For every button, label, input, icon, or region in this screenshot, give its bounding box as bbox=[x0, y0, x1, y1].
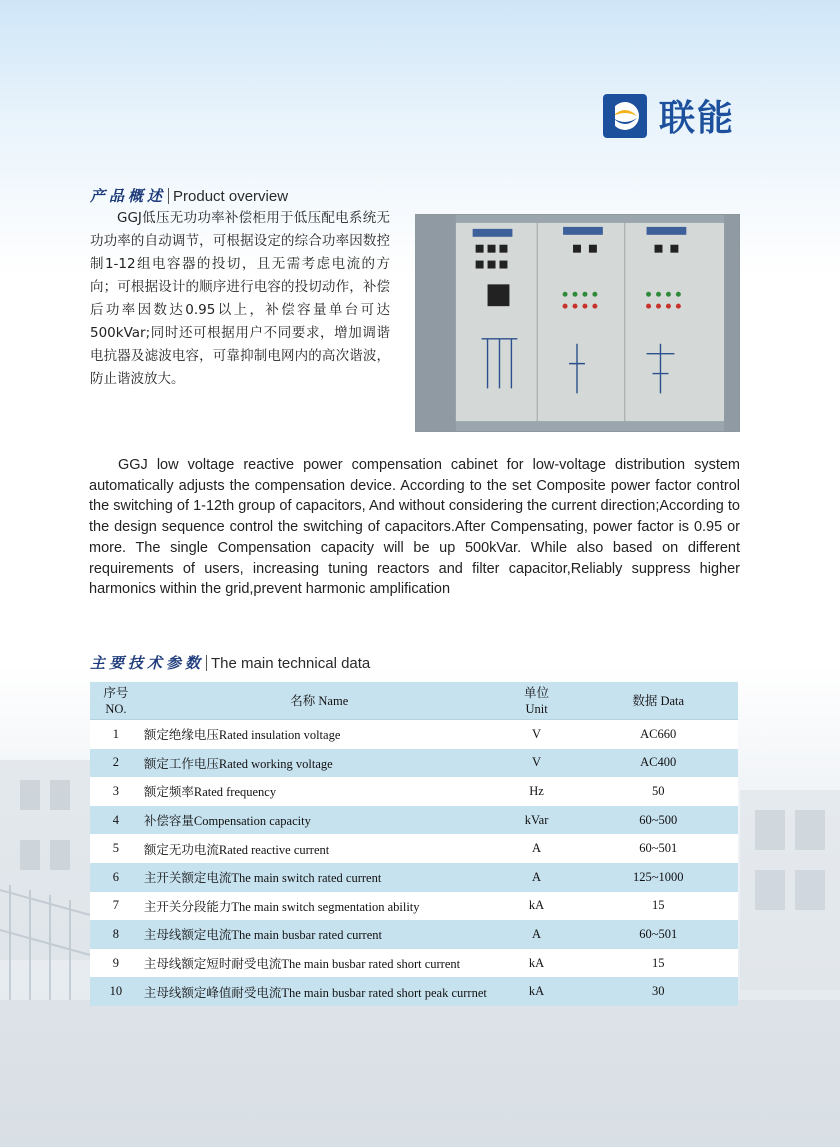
row-unit: kA bbox=[495, 977, 579, 1006]
row-name: 额定无功电流Rated reactive current bbox=[142, 834, 495, 863]
cabinet-illustration bbox=[416, 215, 739, 431]
row-unit: kVar bbox=[495, 806, 579, 835]
table-row bbox=[90, 749, 738, 778]
row-unit: A bbox=[495, 863, 579, 892]
row-data: AC400 bbox=[578, 749, 738, 778]
header-no bbox=[90, 682, 142, 720]
header-name: 名称 Name bbox=[142, 682, 495, 720]
technical-data-heading bbox=[90, 652, 370, 673]
row-data: 50 bbox=[578, 777, 738, 806]
row-no: 5 bbox=[90, 834, 142, 863]
row-data: 125~1000 bbox=[578, 863, 738, 892]
table-header-row bbox=[90, 682, 738, 720]
row-name: 主开关分段能力The main switch segmentation ability bbox=[142, 892, 495, 921]
row-data: 30 bbox=[578, 977, 738, 1006]
table-row bbox=[90, 806, 738, 835]
heading-divider bbox=[168, 188, 169, 204]
row-no: 8 bbox=[90, 920, 142, 949]
brand-name: 联能 bbox=[659, 98, 736, 139]
header-unit bbox=[495, 682, 579, 720]
overview-text-en: GGJ low voltage reactive power compensation cabinet for low-voltage distribution system automatically adjusts the compensation device. According to the set Composite power factor control the switching of 1-12th group of capacitors, And without considering the current direction;According to the design sequence control the switching of capacitors.After Compensating, power factor is 0.95 or more. The single Compensation capacity will be up 500kVar. While also based on different requirements of users, increasing tuning reactors and filter capacitor,Reliably suppress higher harmonics within the grid,prevent harmonic amplification bbox=[89, 457, 740, 598]
header-unit-cn: 单位 bbox=[524, 685, 550, 700]
table-row bbox=[90, 720, 738, 749]
row-data: AC660 bbox=[578, 720, 738, 749]
technical-data-table bbox=[90, 682, 738, 1006]
table-row bbox=[90, 977, 738, 1006]
row-unit: V bbox=[495, 720, 579, 749]
product-overview-heading-en: Product overview bbox=[173, 188, 289, 205]
technical-data-heading-en: The main technical data bbox=[211, 655, 371, 672]
table-row bbox=[90, 834, 738, 863]
table-row bbox=[90, 863, 738, 892]
row-no: 6 bbox=[90, 863, 142, 892]
brand-logo bbox=[601, 90, 735, 141]
table-row bbox=[90, 949, 738, 978]
row-no: 10 bbox=[90, 977, 142, 1006]
header-no-en: NO. bbox=[105, 701, 127, 716]
table-row bbox=[90, 892, 738, 921]
row-name: 主母线额定短时耐受电流The main busbar rated short current bbox=[142, 949, 495, 978]
row-name: 额定工作电压Rated working voltage bbox=[142, 749, 495, 778]
header-no-cn: 序号 bbox=[103, 685, 129, 700]
row-name: 主开关额定电流The main switch rated current bbox=[142, 863, 495, 892]
table-row bbox=[90, 777, 738, 806]
row-no: 1 bbox=[90, 720, 142, 749]
product-overview-heading bbox=[90, 185, 288, 206]
row-no: 7 bbox=[90, 892, 142, 921]
row-data: 60~501 bbox=[578, 834, 738, 863]
row-no: 2 bbox=[90, 749, 142, 778]
row-no: 3 bbox=[90, 777, 142, 806]
row-data: 60~501 bbox=[578, 920, 738, 949]
row-unit: A bbox=[495, 834, 579, 863]
row-name: 主母线额定峰值耐受电流The main busbar rated short peak currnet bbox=[142, 977, 495, 1006]
row-unit: V bbox=[495, 749, 579, 778]
row-unit: A bbox=[495, 920, 579, 949]
product-overview-heading-cn: 产品概述 bbox=[90, 187, 167, 205]
row-data: 15 bbox=[578, 892, 738, 921]
heading-divider bbox=[206, 655, 207, 671]
overview-text-cn: GGJ低压无功功率补偿柜用于低压配电系统无功功率的自动调节，可根据设定的综合功率因数控制1-12组电容器的投切，且无需考虑电流的方向；可根据设计的顺序进行电容的投切动作，补偿后功率因数达0.95以上，补偿容量单台可达500kVar;同时还可根据用户不同要求，增加调谐电抗器及滤波电容，可靠抑制电网内的高次谐波，防止谐波放大。 bbox=[90, 210, 390, 387]
cabinet-photo bbox=[415, 214, 740, 432]
row-name: 额定频率Rated frequency bbox=[142, 777, 495, 806]
row-data: 60~500 bbox=[578, 806, 738, 835]
row-unit: kA bbox=[495, 892, 579, 921]
row-data: 15 bbox=[578, 949, 738, 978]
row-name: 主母线额定电流The main busbar rated current bbox=[142, 920, 495, 949]
header-unit-en: Unit bbox=[525, 701, 548, 716]
row-name: 补偿容量Compensation capacity bbox=[142, 806, 495, 835]
header-data: 数据 Data bbox=[578, 682, 738, 720]
table-row bbox=[90, 920, 738, 949]
row-name: 额定绝缘电压Rated insulation voltage bbox=[142, 720, 495, 749]
row-unit: Hz bbox=[495, 777, 579, 806]
row-no: 9 bbox=[90, 949, 142, 978]
technical-data-heading-cn: 主要技术参数 bbox=[90, 654, 205, 672]
row-unit: kA bbox=[495, 949, 579, 978]
row-no: 4 bbox=[90, 806, 142, 835]
brand-logo-icon bbox=[601, 92, 649, 140]
